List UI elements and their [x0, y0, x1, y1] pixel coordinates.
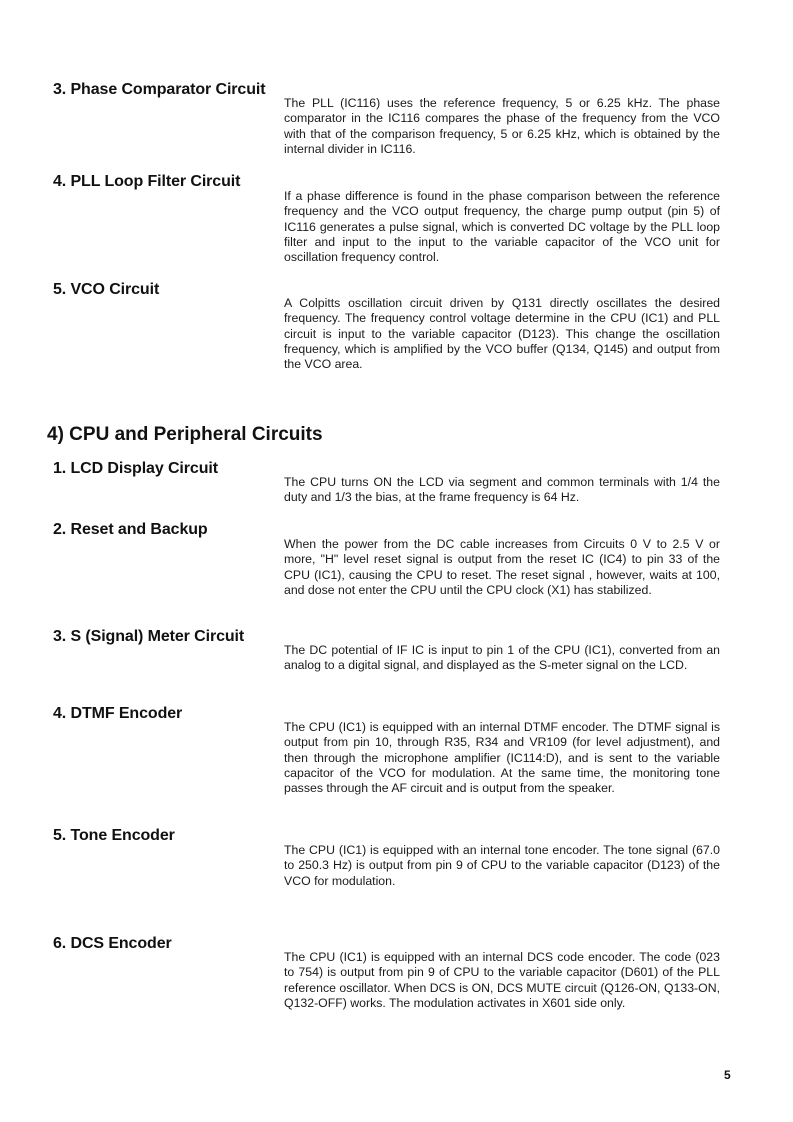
chapter-title: 4) CPU and Peripheral Circuits	[47, 424, 323, 445]
heading-tone-encoder: 5. Tone Encoder	[53, 827, 175, 844]
paragraph-s-meter: The DC potential of IF IC is input to pin 1 of the CPU (IC1), converted from an analog to a digital signal, and displayed as the S-meter signal on the LCD.	[284, 643, 720, 673]
paragraph-tone-encoder: The CPU (IC1) is equipped with an internal tone encoder. The tone signal (67.0 to 250.3 Hz) is output from pin 9 of CPU to the variable capacitor (D123) of the VCO for modulation.	[284, 843, 720, 888]
heading-reset-backup: 2. Reset and Backup	[53, 521, 208, 538]
paragraph-vco: A Colpitts oscillation circuit driven by Q131 directly oscillates the desired frequency. The frequency control voltage determine in the CPU (IC1) and PLL circuit is input to the variable capacitor (D123). This change the oscillation frequency, which is amplified by the VCO buffer (Q134, Q145) and output from the VCO area.	[284, 296, 720, 372]
paragraph-phase-comparator: The PLL (IC116) uses the reference frequency, 5 or 6.25 kHz. The phase comparator in the IC116 compares the phase of the frequency from the VCO with that of the comparison frequency, 5 or 6.25 kHz, which is obtained by the internal divider in IC116.	[284, 96, 720, 156]
paragraph-dtmf-encoder: The CPU (IC1) is equipped with an internal DTMF encoder. The DTMF signal is output from pin 10, through R35, R34 and VR109 (for level adjustment), and then through the microphone amplifier (IC114:D), and is sent to the variable capacitor of the VCO for modulation. At the same time, the monitoring tone passes through the AF circuit and is output from the speaker.	[284, 720, 720, 796]
heading-pll-loop-filter: 4. PLL Loop Filter Circuit	[53, 173, 241, 190]
heading-s-meter: 3. S (Signal) Meter Circuit	[53, 628, 245, 645]
heading-dtmf-encoder: 4. DTMF Encoder	[53, 705, 183, 722]
heading-lcd-display: 1. LCD Display Circuit	[53, 460, 218, 477]
heading-vco: 5. VCO Circuit	[53, 281, 160, 298]
paragraph-dcs-encoder: The CPU (IC1) is equipped with an internal DCS code encoder. The code (023 to 754) is output from pin 9 of CPU to the variable capacitor (D601) of the PLL reference oscillator. When DCS is ON, DCS MUTE circuit (Q126-ON, Q133-ON, Q132-OFF) works. The modulation activates in X601 side only.	[284, 950, 720, 1010]
paragraph-lcd-display: The CPU turns ON the LCD via segment and common terminals with 1/4 the duty and 1/3 the bias, at the frame frequency is 64 Hz.	[284, 475, 720, 505]
heading-phase-comparator: 3. Phase Comparator Circuit	[53, 81, 266, 98]
paragraph-pll-loop-filter: If a phase difference is found in the phase comparison between the reference frequency and the VCO output frequency, the charge pump output (pin 5) of IC116 generates a pulse signal, which is converted DC voltage by the PLL loop filter and input to the input to the variable capacitor of the VCO unit for oscillation frequency control.	[284, 189, 720, 265]
paragraph-reset-backup: When the power from the DC cable increases from Circuits 0 V to 2.5 V or more, "H" level reset signal is output from the reset IC (IC4) to pin 33 of the CPU (IC1), causing the CPU to reset. The reset signal , however, waits at 100, and dose not enter the CPU until the CPU clock (X1) has stabilized.	[284, 537, 720, 597]
page-number: 5	[724, 1068, 731, 1082]
heading-dcs-encoder: 6. DCS Encoder	[53, 935, 172, 952]
